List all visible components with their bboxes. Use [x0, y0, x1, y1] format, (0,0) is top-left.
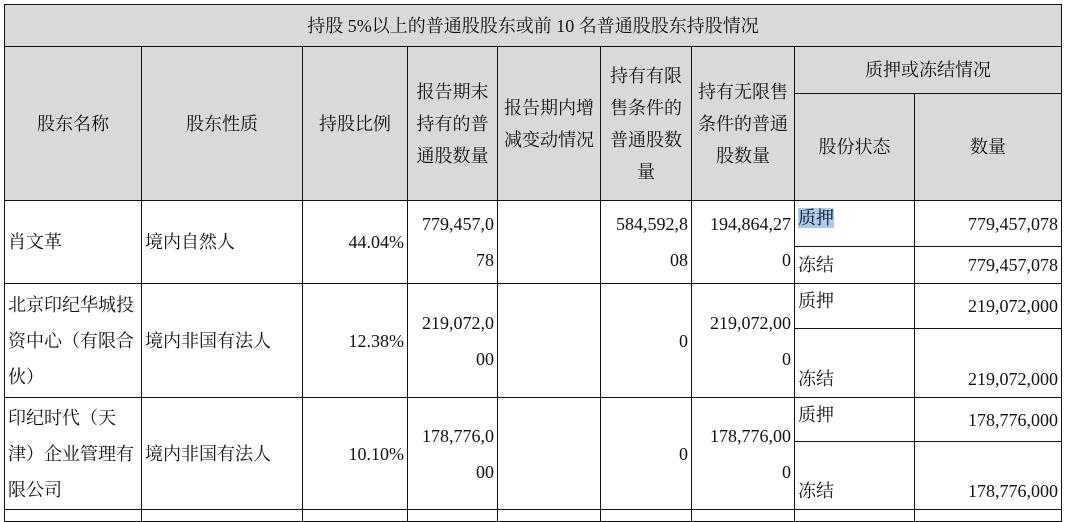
restricted-cell — [601, 284, 692, 398]
shareholder-nature: 境内自然人 — [142, 201, 303, 284]
header-pledge-group: 质押或冻结情况 — [795, 47, 1062, 94]
restricted-value: 0 — [679, 330, 688, 351]
restricted-value: 584,592,808 — [616, 214, 688, 270]
freeze-status: 冻结 — [795, 247, 915, 284]
table-title: 持股 5%以上的普通股股东或前 10 名普通股股东持股情况 — [5, 5, 1062, 47]
held-end-value: 779,457,078 — [422, 214, 494, 270]
table-row — [5, 398, 1062, 442]
pledge-quantity: 779,457,078 — [915, 201, 1062, 247]
header-name: 股东名称 — [5, 47, 142, 201]
unrestricted-value: 178,776,000 — [710, 425, 791, 482]
header-unrestricted: 持有无限售条件的普通股数量 — [692, 47, 795, 201]
held-end-value: 178,776,000 — [422, 425, 494, 482]
header-nature: 股东性质 — [142, 47, 303, 201]
header-ratio: 持股比例 — [303, 47, 408, 201]
shareholder-nature: 境内非国有法人 — [142, 284, 303, 398]
pledge-quantity: 219,072,000 — [915, 284, 1062, 329]
freeze-quantity: 178,776,000 — [915, 442, 1062, 510]
pledge-status-cell — [795, 201, 915, 247]
header-quantity: 数量 — [915, 94, 1062, 201]
pledge-quantity: 178,776,000 — [915, 398, 1062, 442]
held-end-value: 219,072,000 — [422, 312, 494, 369]
unrestricted-cell — [692, 398, 795, 510]
freeze-quantity: 219,072,000 — [915, 329, 1062, 398]
table-row — [5, 201, 1062, 247]
header-status: 股份状态 — [795, 94, 915, 201]
shareholder-table — [4, 4, 1062, 522]
holding-ratio: 10.10% — [303, 398, 408, 510]
freeze-status: 冻结 — [795, 442, 915, 510]
pledge-status[interactable]: 质押 — [798, 291, 834, 311]
freeze-quantity: 779,457,078 — [915, 247, 1062, 284]
restricted-cell — [601, 398, 692, 510]
restricted-cell — [601, 201, 692, 284]
change-value — [498, 398, 601, 510]
change-value — [498, 284, 601, 398]
table-row-partial — [5, 510, 1062, 522]
holding-ratio: 12.38% — [303, 284, 408, 398]
shareholder-name: 印纪时代（天津）企业管理有限公司 — [5, 398, 142, 510]
restricted-value: 0 — [679, 443, 688, 464]
header-change: 报告期内增减变动情况 — [498, 47, 601, 201]
unrestricted-value: 219,072,000 — [710, 312, 791, 369]
shareholder-name: 肖文革 — [5, 201, 142, 284]
held-end-cell — [408, 284, 498, 398]
pledge-status-cell — [795, 398, 915, 442]
pledge-status[interactable]: 质押 — [798, 208, 834, 228]
table-row — [5, 284, 1062, 329]
unrestricted-cell — [692, 201, 795, 284]
holding-ratio: 44.04% — [303, 201, 408, 284]
held-end-cell — [408, 201, 498, 284]
change-value — [498, 201, 601, 284]
held-end-cell — [408, 398, 498, 510]
unrestricted-cell — [692, 284, 795, 398]
freeze-status: 冻结 — [795, 329, 915, 398]
header-restricted: 持有有限售条件的普通股数量 — [601, 47, 692, 201]
shareholder-name: 北京印纪华城投资中心（有限合伙） — [5, 284, 142, 398]
shareholder-nature: 境内非国有法人 — [142, 398, 303, 510]
pledge-status-cell — [795, 284, 915, 329]
unrestricted-value: 194,864,270 — [710, 214, 791, 270]
pledge-status[interactable]: 质押 — [798, 405, 834, 425]
header-held-end: 报告期末持有的普通股数量 — [408, 47, 498, 201]
